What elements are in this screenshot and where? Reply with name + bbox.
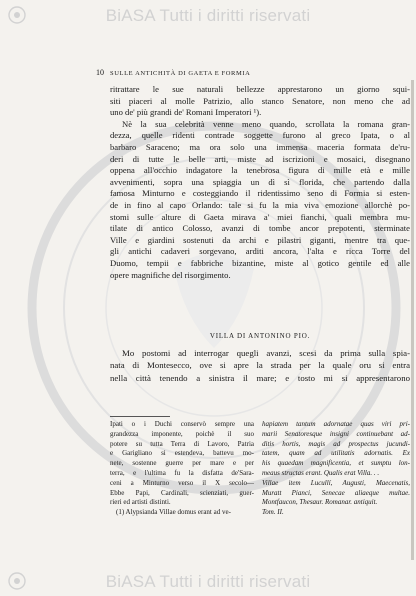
text-line: dezza, quelle ridenti contrade soggette furono al greco Ipata, o al	[110, 130, 410, 141]
footnote-line: his quaedam magnificentia, et sumptu lon-	[262, 459, 410, 468]
text-line: ritrattare le sue naturali bellezze apprestarono un giorno squi-	[110, 84, 410, 94]
text-line: gli antichi cadaveri sorgevano, arditi ancora, l'alta e ricca Torre del	[110, 246, 410, 257]
footnote-line: terra, e l'ultima fu la disfatta de'Sara-	[110, 469, 254, 477]
text-line: barbaro Saraceno; ma ora solo una immensa maceria formata de'ru-	[110, 142, 410, 152]
text-line: tilate di antico Colosso, avanzi di tombe ancor prepotenti, sterminate	[110, 223, 410, 234]
watermark-top: BiASA Tutti i diritti riservati	[105, 6, 311, 25]
text-line: deri di tutte le belle arti, miste ad iscrizioni e mosaici, disegnano	[110, 153, 410, 164]
text-line: Ville e giardini sostenuti da archi e pilastri giganti, mentre tra que-	[110, 234, 410, 245]
footnote-line: marii Senatoresque insigni continuebant ad-	[262, 429, 410, 438]
footnote-line: meaus structas erant. Qualis erat Villa. . .	[262, 469, 380, 477]
footnote-line: rieri ed artisti distinti.	[110, 498, 171, 507]
text-line: nella città tenendo a sinistra il mare; e tosto mi si appresentarono	[110, 372, 410, 383]
text-line: nata di Montesecco, ove si apre la strada per la quale oru si entra	[110, 360, 410, 371]
footnote-line: (1) Alypsianda Villae domus erant ad ve-	[116, 508, 231, 517]
footnote-line: tatem, quam ad utilitatis adornatis. Ex	[262, 449, 410, 458]
footnote-line: nete, sostenne guerre per mare e per	[110, 459, 254, 468]
footnote-line: grandezza imponente, poichè il suo	[110, 429, 254, 438]
text-line: famosa Minturno e costeggiando il ridentissimo seno di Formia si esten-	[110, 188, 410, 199]
text-line: opere magnifiche del risorgimento.	[110, 269, 231, 280]
text-line: uno de' più grandi de' Romani Imperatori ¹).	[110, 107, 262, 118]
footnote-line: potere su tutta Terra di Lavoro, Patria	[110, 439, 254, 448]
text-line: Duomo, tempii e fabbriche bizantine, miste al gotico gentile ed alle	[110, 258, 410, 268]
text-line: siti piaceri al molle Patrizio, allo stanco Senatore, non meno che ad	[110, 95, 410, 106]
section-title: VILLA DI ANTONINO PIO.	[209, 332, 311, 340]
footnote-line: Muratt Pianci, Senecae aliaeque multae.	[262, 488, 410, 497]
footnote-line: hapiatem tantum adornatae quas viri pri-	[262, 420, 410, 428]
text-line: stomi sulle alture di Gaeta mirava a' miei fianchi, quali membra mu-	[110, 211, 410, 222]
text-line: Mo postomi ad interrogar quegli avanzi, scesi da prima sulla spia-	[122, 348, 410, 358]
footnote-line: Montfaucon, Thesaur. Romanar. antiquit.	[262, 498, 378, 507]
footnote-line: ceni a Minturno verso il X secolo—	[110, 478, 254, 487]
footnote-line: ditis hortis, magis ad prospectus jucundi-	[262, 439, 410, 448]
watermark-bottom: BiASA Tutti i diritti riservati	[105, 572, 311, 591]
text-line: avvenimenti, sopra una spiaggia un dì sì florida, che partendo dalla	[110, 176, 410, 187]
footnote-line: e Garigliano si estendeva, battevu mo-	[110, 449, 254, 458]
footnote-line: Tom. II.	[262, 508, 284, 517]
page-edge-shadow	[411, 80, 414, 560]
footnote-line: Ebbe Papi, Cardinali, scienziati, guer-	[110, 488, 254, 497]
text-line: Nè la sua celebrità venne meno quando, scrollata la romana gran-	[122, 118, 410, 129]
running-title: SULLE ANTICHITÀ DI GAETA E FORMIA	[110, 70, 251, 77]
footnote-line: Villae item Lucullí, Augusti, Maecenatis,	[262, 478, 410, 487]
footnote-line: Ipati o i Duchi conservò sempre una	[110, 420, 254, 428]
footnote-rule	[110, 416, 170, 417]
text-line: de in fino al capo Orlando: tale si fu la mia viva emozione allorchè po-	[110, 200, 410, 210]
page-number: 10	[96, 68, 104, 77]
text-line: oppena all'occhio indagatore la tenebrosa figura di mille età e mille	[110, 165, 410, 176]
